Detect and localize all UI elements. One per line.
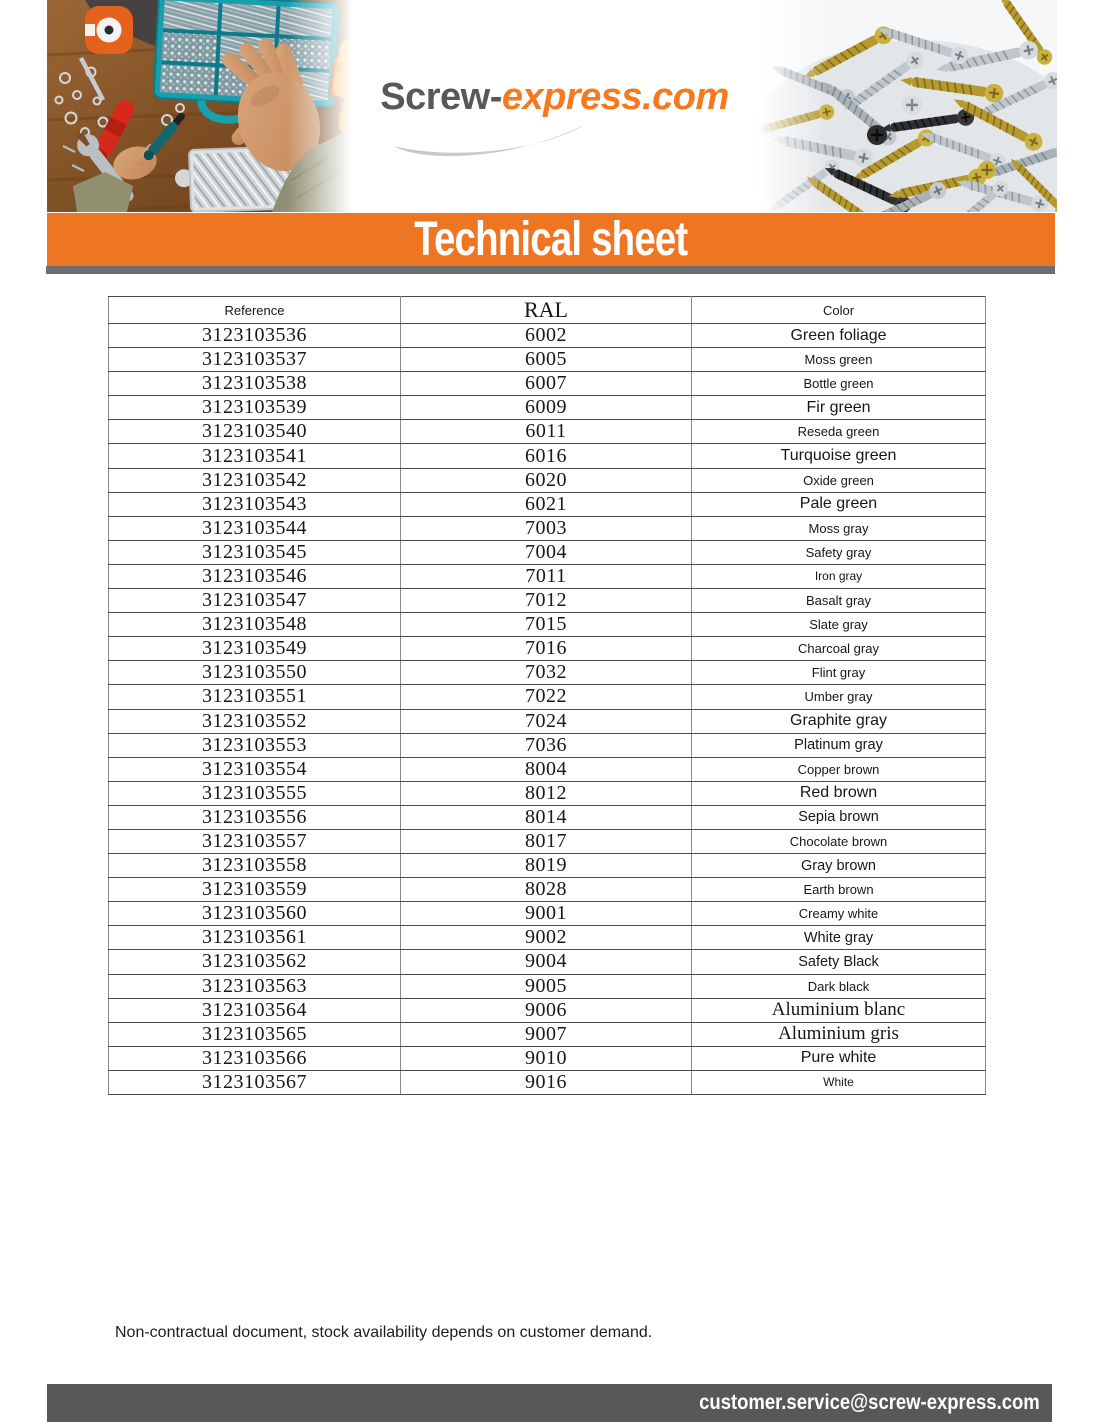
ral-cell: 8014 — [401, 805, 692, 829]
table-row — [109, 589, 986, 613]
reference-cell: 3123103565 — [109, 1022, 401, 1046]
table-row — [109, 781, 986, 805]
table-row — [109, 637, 986, 661]
reference-cell: 3123103546 — [109, 564, 401, 588]
ral-cell: 7004 — [401, 540, 692, 564]
table-row — [109, 372, 986, 396]
color-cell: Oxide green — [692, 468, 986, 492]
reference-cell: 3123103547 — [109, 589, 401, 613]
table-row — [109, 324, 986, 348]
reference-cell: 3123103561 — [109, 926, 401, 950]
color-cell: Flint gray — [692, 661, 986, 685]
reference-cell: 3123103554 — [109, 757, 401, 781]
workbench-photo-art — [47, 0, 352, 212]
reference-cell: 3123103541 — [109, 444, 401, 468]
ral-cell: 6021 — [401, 492, 692, 516]
color-cell: Safety gray — [692, 540, 986, 564]
reference-cell: 3123103558 — [109, 854, 401, 878]
reference-cell: 3123103556 — [109, 805, 401, 829]
ral-cell: 8017 — [401, 829, 692, 853]
color-cell: Basalt gray — [692, 589, 986, 613]
table-row — [109, 878, 986, 902]
color-cell: Chocolate brown — [692, 829, 986, 853]
table-row — [109, 1046, 986, 1070]
color-cell: Bottle green — [692, 372, 986, 396]
ral-cell: 7032 — [401, 661, 692, 685]
column-header-reference: Reference — [109, 297, 401, 324]
reference-cell: 3123103539 — [109, 396, 401, 420]
table-row — [109, 444, 986, 468]
ral-cell: 6011 — [401, 420, 692, 444]
column-header-color: Color — [692, 297, 986, 324]
reference-cell: 3123103542 — [109, 468, 401, 492]
color-cell: Sepia brown — [692, 805, 986, 829]
reference-cell: 3123103545 — [109, 540, 401, 564]
ral-cell: 8004 — [401, 757, 692, 781]
table-row — [109, 685, 986, 709]
ral-cell: 9002 — [401, 926, 692, 950]
reference-cell: 3123103537 — [109, 348, 401, 372]
reference-cell: 3123103559 — [109, 878, 401, 902]
table-row — [109, 854, 986, 878]
screws-photo-art — [757, 0, 1057, 212]
table-row — [109, 420, 986, 444]
reference-cell: 3123103562 — [109, 950, 401, 974]
ral-cell: 7003 — [401, 516, 692, 540]
reference-cell: 3123103555 — [109, 781, 401, 805]
logo-swoosh-icon — [390, 118, 590, 163]
reference-cell: 3123103549 — [109, 637, 401, 661]
color-cell: Pure white — [692, 1046, 986, 1070]
technical-sheet-banner — [47, 213, 1055, 266]
ral-cell: 6020 — [401, 468, 692, 492]
ral-cell: 9006 — [401, 998, 692, 1022]
ral-cell: 6009 — [401, 396, 692, 420]
table-row — [109, 516, 986, 540]
color-cell: Slate gray — [692, 613, 986, 637]
ral-cell: 9016 — [401, 1070, 692, 1094]
disclaimer-note: Non-contractual document, stock availability depends on customer demand. — [115, 1324, 653, 1341]
reference-cell: 3123103566 — [109, 1046, 401, 1070]
color-cell: Earth brown — [692, 878, 986, 902]
column-header-ral: RAL — [401, 297, 692, 324]
color-cell: Green foliage — [692, 324, 986, 348]
table-row — [109, 396, 986, 420]
ral-cell: 7016 — [401, 637, 692, 661]
ral-cell: 6005 — [401, 348, 692, 372]
color-cell: Creamy white — [692, 902, 986, 926]
table-row — [109, 564, 986, 588]
color-cell: Copper brown — [692, 757, 986, 781]
table-row — [109, 348, 986, 372]
color-cell: Pale green — [692, 492, 986, 516]
color-cell: Gray brown — [692, 854, 986, 878]
table-row — [109, 492, 986, 516]
color-cell: White — [692, 1070, 986, 1094]
color-cell: Dark black — [692, 974, 986, 998]
table-row — [109, 829, 986, 853]
reference-cell: 3123103550 — [109, 661, 401, 685]
ral-cell: 8019 — [401, 854, 692, 878]
reference-cell: 3123103538 — [109, 372, 401, 396]
ral-cell: 7024 — [401, 709, 692, 733]
color-cell: Charcoal gray — [692, 637, 986, 661]
reference-cell: 3123103551 — [109, 685, 401, 709]
reference-cell: 3123103560 — [109, 902, 401, 926]
ral-cell: 8012 — [401, 781, 692, 805]
footer-bar — [47, 1384, 1052, 1422]
ral-cell: 7011 — [401, 564, 692, 588]
ral-cell: 9005 — [401, 974, 692, 998]
reference-cell: 3123103564 — [109, 998, 401, 1022]
color-cell: Turquoise green — [692, 444, 986, 468]
table-row — [109, 926, 986, 950]
ral-cell: 9010 — [401, 1046, 692, 1070]
ral-cell: 6002 — [401, 324, 692, 348]
reference-cell: 3123103567 — [109, 1070, 401, 1094]
table-row — [109, 733, 986, 757]
table-row — [109, 974, 986, 998]
table-row — [109, 1022, 986, 1046]
color-cell: Reseda green — [692, 420, 986, 444]
table-row — [109, 805, 986, 829]
reference-cell: 3123103544 — [109, 516, 401, 540]
color-cell: Aluminium blanc — [692, 998, 986, 1022]
brand-logo-text — [352, 76, 757, 119]
color-cell: Umber gray — [692, 685, 986, 709]
reference-cell: 3123103553 — [109, 733, 401, 757]
reference-cell: 3123103540 — [109, 420, 401, 444]
table-header-row — [109, 297, 986, 324]
reference-cell: 3123103557 — [109, 829, 401, 853]
reference-cell: 3123103543 — [109, 492, 401, 516]
ral-cell: 9001 — [401, 902, 692, 926]
ral-color-table — [108, 296, 986, 1095]
ral-cell: 7015 — [401, 613, 692, 637]
page-title: Technical sheet — [414, 213, 688, 266]
table-row — [109, 998, 986, 1022]
divider-bar — [46, 266, 1055, 274]
brand-name-gray: Screw- — [380, 76, 502, 118]
color-cell: Moss gray — [692, 516, 986, 540]
color-cell: Moss green — [692, 348, 986, 372]
color-cell: Graphite gray — [692, 709, 986, 733]
color-cell: White gray — [692, 926, 986, 950]
color-cell: Aluminium gris — [692, 1022, 986, 1046]
color-cell: Red brown — [692, 781, 986, 805]
ral-cell: 7022 — [401, 685, 692, 709]
table-row — [109, 902, 986, 926]
reference-cell: 3123103548 — [109, 613, 401, 637]
table-row — [109, 950, 986, 974]
ral-cell: 9004 — [401, 950, 692, 974]
color-cell: Safety Black — [692, 950, 986, 974]
color-cell: Fir green — [692, 396, 986, 420]
table-body — [109, 324, 986, 1095]
ral-cell: 6016 — [401, 444, 692, 468]
tape-measure-art — [85, 6, 133, 54]
table-row — [109, 709, 986, 733]
table-row — [109, 540, 986, 564]
color-cell: Iron gray — [692, 564, 986, 588]
table-row — [109, 468, 986, 492]
workbench-photo — [47, 0, 352, 212]
color-cell: Platinum gray — [692, 733, 986, 757]
brand-logo — [352, 0, 757, 212]
screws-photo — [757, 0, 1057, 212]
table-row — [109, 1070, 986, 1094]
brand-name-orange: express.com — [501, 76, 729, 118]
table-row — [109, 613, 986, 637]
ral-cell: 9007 — [401, 1022, 692, 1046]
ral-cell: 7012 — [401, 589, 692, 613]
reference-cell: 3123103552 — [109, 709, 401, 733]
reference-cell: 3123103563 — [109, 974, 401, 998]
customer-service-email: customer.service@screw-express.com — [699, 1391, 1040, 1414]
table-row — [109, 661, 986, 685]
reference-cell: 3123103536 — [109, 324, 401, 348]
table-row — [109, 757, 986, 781]
ral-cell: 6007 — [401, 372, 692, 396]
ral-cell: 8028 — [401, 878, 692, 902]
ral-cell: 7036 — [401, 733, 692, 757]
